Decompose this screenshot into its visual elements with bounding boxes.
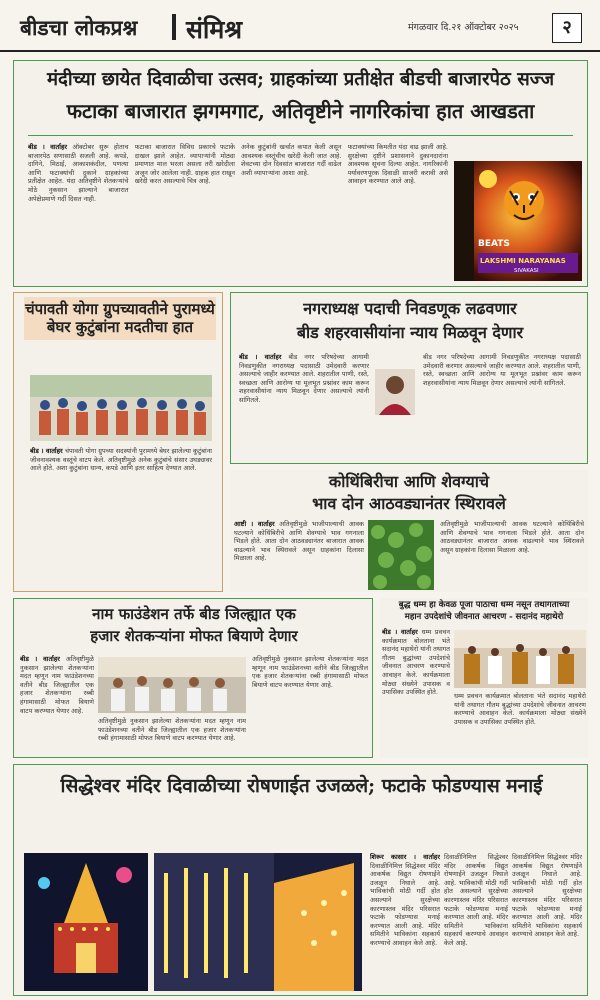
story5-headline-line1: नाम फाउंडेशन तर्फे बीड जिल्ह्यात एक xyxy=(92,605,296,623)
story6-headline-line2: महान उपदेशांचे जीवनात आचरण - सदानंद महाथेरो xyxy=(404,612,564,622)
coriander-image xyxy=(368,520,434,590)
issue-date: मंगळवार दि.२१ ऑक्टोबर २०२५ xyxy=(408,22,519,33)
story3-body-right: बीड नगर परिषदेच्या आगामी निवडणुकीत नगराध्यक्ष पदासाठी उमेदवारी करणार असल्याचे जाहीर करण्यात आले. शहरातील पाणी, रस्ते, स्वच्छता आणि आरोग्य या मूलभूत प्रश्नांवर काम करून शहरवासीयांना न्याय मिळवून देणार असल्याचे त्यांनी सांगितले. xyxy=(423,353,581,387)
yoga-group-image xyxy=(30,375,212,441)
story2-group-photo xyxy=(30,375,212,441)
paper-name: बीडचा लोकप्रश्न xyxy=(20,15,138,40)
story-champavati-yoga xyxy=(13,292,223,592)
story3-headline-line2: बीड शहरवासीयांना न्याय मिळवून देणार xyxy=(296,323,524,342)
story7-headline: सिद्धेश्वर मंदिर दिवाळीच्या रोषणाईत उजळले; फटाके फोडण्यास मनाई xyxy=(60,775,543,797)
story6-dateline: बीड । वार्ताहर xyxy=(382,628,418,636)
story7-dateline: शिरूर कासार । वार्ताहर xyxy=(370,853,440,861)
naam-event-image xyxy=(98,657,246,713)
story4-headline-line1: कोथिंबिरीचा आणि शेवग्याचे xyxy=(328,472,490,491)
story1-body xyxy=(28,143,448,279)
story3-headline-line1: नगराध्यक्ष पदाची निवडणूक लढवणार xyxy=(303,299,517,318)
story5-headline-line2: हजार शेतकऱ्यांना मोफत बियाणे देणार xyxy=(90,627,298,645)
story5-dateline: बीड । वार्ताहर xyxy=(20,655,60,663)
story6-headline-line1: बुद्ध धम्म हा केवळ पूजा पाठाचा धम्म नसून तथागताच्या xyxy=(398,600,570,610)
story4-dateline: आष्टी । वार्ताहर xyxy=(234,520,275,528)
story1-headline-line2: फटाका बाजारात झगमगाट, अतिवृष्टीने नागरिकांचा हात आखडता xyxy=(66,99,535,123)
story1-col1: बीड । वार्ताहर ऑक्टोबर सुरू होताच बाजारपेठ सणासाठी सजली आहे. कपडे, दागिने, मिठाई, आकाशकंदील, पणत्या आणि फटाक्यांची दुकाने ग्राहकांच्या प्रतीक्षेत आहेत. यंदा अतिवृष्टीने शेतकऱ्यांचे मोठे नुकसान झाल्याने बाजारात अपेक्षेप्रमाणे गर्दी दिसत नाही. xyxy=(28,143,129,203)
story7-body: शिरूर कासार । वार्ताहर दिवाळीनिमित्त सिद्धेश्वर मंदिर आकर्षक विद्युत रोषणाईने उजळून निघाले आहे. भाविकांची मोठी गर्दी होत असल्याने सुरक्षेच्या कारणास्तव मंदिर परिसरात फटाके फोडण्यास मनाई करण्यात आली आहे. मंदिर समितीने भाविकांना सहकार्य करण्याचे आवाहन केले आहे. xyxy=(370,853,440,947)
story4-headline-line2: भाव दोन आठवड्यानंतर स्थिरावले xyxy=(312,494,506,513)
story-diwali-market xyxy=(13,60,588,287)
story3-dateline: बीड । वार्ताहर xyxy=(239,353,282,361)
story5-body-right: अतिवृष्टीमुळे नुकसान झालेल्या शेतकऱ्यांना मदत म्हणून नाम फाउंडेशनच्या वतीने बीड जिल्ह्यातील एक हजार शेतकऱ्यांना रब्बी हंगामासाठी मोफत बियाणे वाटप करण्यात येणार आहे. xyxy=(252,655,368,689)
story5-body: बीड । वार्ताहर अतिवृष्टीमुळे नुकसान झालेल्या शेतकऱ्यांना मदत म्हणून नाम फाउंडेशनच्या वतीने बीड जिल्ह्यातील एक हजार शेतकऱ्यांना रब्बी हंगामासाठी मोफत बियाणे वाटप करण्यात येणार आहे. xyxy=(20,655,94,715)
story1-headline-line1: मंदीच्या छायेत दिवाळीचा उत्सव; ग्राहकांच्या प्रतीक्षेत बीडची बाजारपेठ सज्ज xyxy=(46,69,555,90)
story3-body-left: बीड । वार्ताहर बीड नगर परिषदेच्या आगामी निवडणुकीत नगराध्यक्ष पदासाठी उमेदवारी करणार असल्याचे जाहीर करण्यात आले. शहरातील पाणी, रस्ते, स्वच्छता आणि आरोग्य या मूलभूत प्रश्नांवर काम करून शहरवासीयांना न्याय मिळवून देणार असल्याचे त्यांनी सांगितले. xyxy=(239,353,369,404)
temple-street-image xyxy=(154,853,362,991)
story1-dateline: बीड । वार्ताहर xyxy=(28,143,68,151)
coriander-photo xyxy=(368,520,434,590)
section-title: संमिश्र xyxy=(186,15,243,44)
box-text-brand: LAKSHMI NARAYANAS xyxy=(480,257,566,265)
story-siddheshwar-temple xyxy=(13,764,588,996)
temple-lights-photo xyxy=(24,853,148,991)
dhamma-event-photo xyxy=(454,630,586,688)
box-text-town: SIVAKASI xyxy=(514,268,539,274)
temple-lights-image xyxy=(24,853,148,991)
story2-body: बीड । वार्ताहर चंपावती योगा ग्रुपच्या सदस्यांनी पुरामध्ये बेघर झालेल्या कुटुंबांना जीवनावश्यक वस्तूंचे वाटप केले. अतिवृष्टीमुळे अनेक कुटुंबांचे संसार उघड्यावर आले होते. अशा कुटुंबांना धान्य, कपडे आणि इतर साहित्य देण्यात आले. xyxy=(30,447,212,473)
story7-body-col3: दिवाळीनिमित्त सिद्धेश्वर मंदिर आकर्षक विद्युत रोषणाईने उजळून निघाले आहे. भाविकांची मोठी गर्दी होत असल्याने सुरक्षेच्या कारणास्तव मंदिर परिसरात फटाके फोडण्यास मनाई करण्यात आली आहे. मंदिर समितीने भाविकांना सहकार्य करण्याचे आवाहन केले आहे. xyxy=(512,853,582,939)
story6-body: बीड । वार्ताहर धम्म प्रवचन कार्यक्रमात बोलताना भंते सदानंद महाथेरो यांनी तथागत गौतम बुद्धांच्या उपदेशांचे जीवनात आचरण करण्याचे आवाहन केले. कार्यक्रमाला मोठ्या संख्येने उपासक व उपासिका उपस्थित होते. xyxy=(382,628,450,697)
story6-body-right: धम्म प्रवचन कार्यक्रमात बोलताना भंते सदानंद महाथेरो यांनी तथागत गौतम बुद्धांच्या उपदेशांचे जीवनात आचरण करण्याचे आवाहन केले. कार्यक्रमाला मोठ्या संख्येने उपासक व उपासिका उपस्थित होते. xyxy=(454,692,586,726)
story-election xyxy=(230,292,588,464)
story-vegetable-prices xyxy=(230,470,588,592)
story1-col4: फटाक्यांच्या किमतीत यंदा वाढ झाली आहे. सुरक्षेच्या दृष्टीने प्रशासनाने दुकानदारांना आवश्यक सूचना दिल्या आहेत. नागरिकांनी पर्यावरणपूरक दिवाळी साजरी करावी असे आवाहन करण्यात आले आहे. xyxy=(347,143,448,186)
story1-headline-rule xyxy=(28,135,573,136)
story2-headline: चंपावती योगा ग्रुपच्यावतीने पुरामध्ये बेघर कुटुंबांना मदतीचा हात xyxy=(24,297,216,340)
masthead-divider xyxy=(172,14,176,40)
story4-body-right: अतिवृष्टीमुळे भाजीपाल्याची आवक घटल्याने कोथिंबिरीचे आणि शेवग्याचे भाव गगनाला भिडले होते. आता दोन आठवड्यानंतर बाजारात आवक वाढल्याने भाव स्थिरावले असून ग्राहकांना दिलासा मिळाला आहे. xyxy=(440,520,584,554)
story7-body-col2: दिवाळीनिमित्त सिद्धेश्वर मंदिर आकर्षक विद्युत रोषणाईने उजळून निघाले आहे. भाविकांची मोठी गर्दी होत असल्याने सुरक्षेच्या कारणास्तव मंदिर परिसरात फटाके फोडण्यास मनाई करण्यात आली आहे. मंदिर समितीने भाविकांना सहकार्य करण्याचे आवाहन केले आहे. xyxy=(444,853,508,947)
fireworks-box-photo xyxy=(454,161,582,281)
candidate-portrait xyxy=(375,369,415,415)
temple-street-photo xyxy=(154,853,362,991)
story1-col2: फटाका बाजारात विविध प्रकारचे फटाके दाखल झाले आहेत. व्यापाऱ्यांनी मोठ्या प्रमाणात माल भरला असला तरी खरेदीला अजून जोर आलेला नाही. ग्राहक हात राखून खरेदी करत असल्याचे चित्र आहे. xyxy=(134,143,235,186)
masthead-rule xyxy=(0,50,600,52)
page-number: २ xyxy=(552,13,582,43)
story-naam-foundation xyxy=(13,598,373,758)
story4-body: आष्टी । वार्ताहर अतिवृष्टीमुळे भाजीपाल्याची आवक घटल्याने कोथिंबिरीचे आणि शेवग्याचे भाव गगनाला भिडले होते. आता दोन आठवड्यानंतर बाजारात आवक वाढल्याने भाव स्थिरावले असून ग्राहकांना दिलासा मिळाला आहे. xyxy=(234,520,364,563)
story-buddha-dhamma xyxy=(380,598,588,758)
box-text-beats: BEATS xyxy=(478,239,510,249)
naam-event-photo xyxy=(98,657,246,713)
story2-dateline: बीड । वार्ताहर xyxy=(30,447,63,455)
dhamma-event-image xyxy=(454,630,586,688)
story1-col3: अनेक कुटुंबांनी खर्चात कपात केली असून आवश्यक वस्तूंचीच खरेदी केली जात आहे. शेवटच्या दोन दिवसांत बाजारात गर्दी वाढेल अशी व्यापाऱ्यांना आशा आहे. xyxy=(241,143,342,177)
story5-body-bottom: अतिवृष्टीमुळे नुकसान झालेल्या शेतकऱ्यांना मदत म्हणून नाम फाउंडेशनच्या वतीने बीड जिल्ह्यातील एक हजार शेतकऱ्यांना रब्बी हंगामासाठी मोफत बियाणे वाटप करण्यात येणार आहे. xyxy=(98,717,246,743)
candidate-photo-image xyxy=(375,369,415,415)
masthead xyxy=(0,0,600,52)
